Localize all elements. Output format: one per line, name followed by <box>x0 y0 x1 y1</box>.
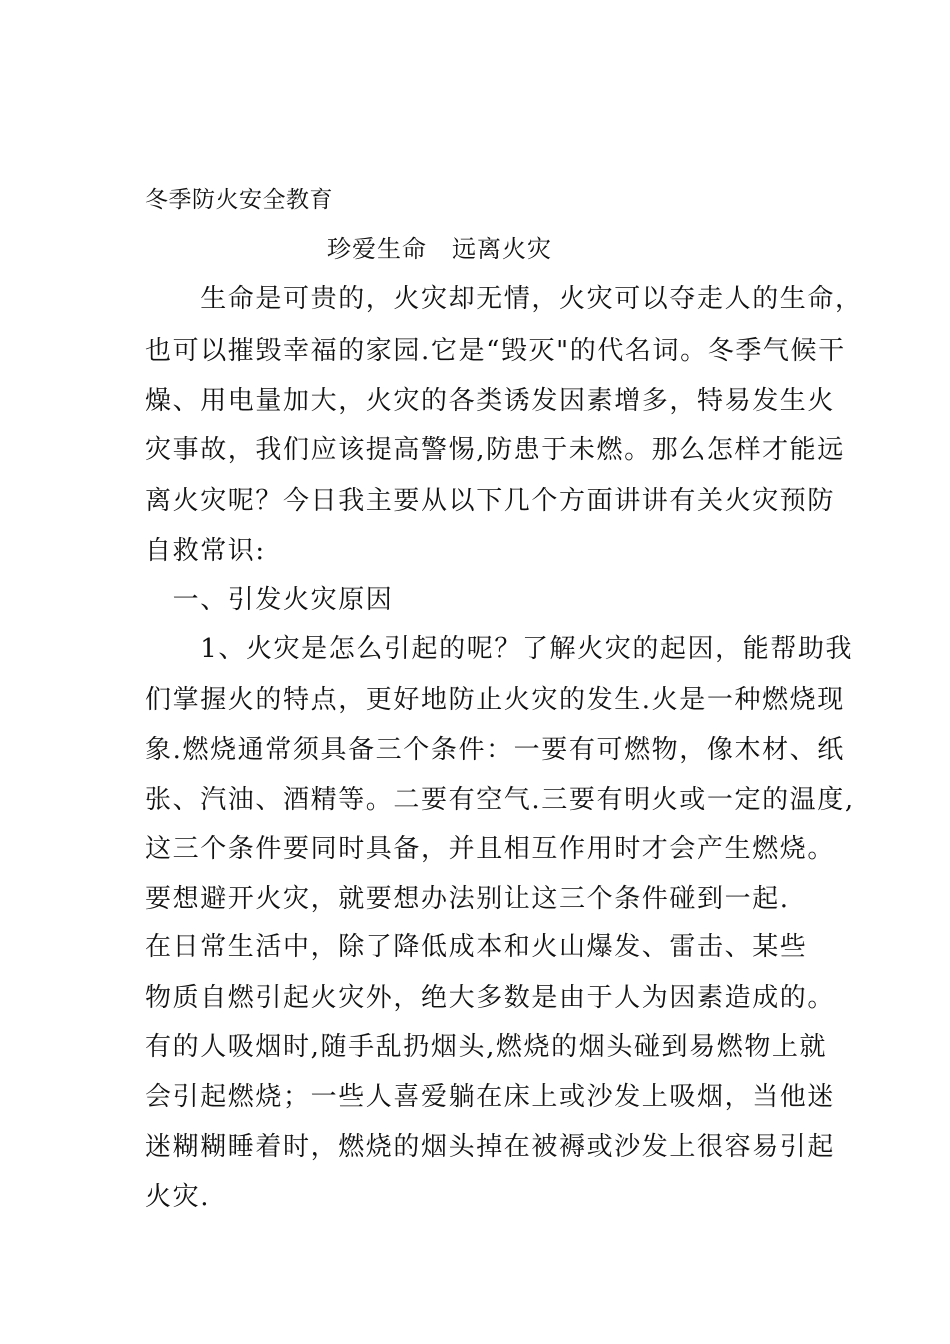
body-line: 们掌握火的特点，更好地防止火灾的发生.火是一种燃烧现 <box>145 685 845 715</box>
body-line: 迷糊糊睡着时，燃烧的烟头掉在被褥或沙发上很容易引起 <box>145 1132 836 1162</box>
section-heading: 一、引发火灾原因 <box>145 585 394 615</box>
body-line: 这三个条件要同时具备，并且相互作用时才会产生燃烧。 <box>145 834 836 864</box>
body-line: 火灾. <box>145 1182 211 1212</box>
body-line: 要想避开火灾，就要想办法别让这三个条件碰到一起. <box>145 884 790 914</box>
body-line: 生命是可贵的，火灾却无情，火灾可以夺走人的生命， <box>145 284 863 314</box>
body-line: 也可以摧毁幸福的家园.它是“毁灭"的代名词。冬季气候干 <box>145 336 846 366</box>
body-line: 在日常生活中，除了降低成本和火山爆发、雷击、某些 <box>145 932 808 962</box>
document-title: 冬季防火安全教育 <box>145 187 333 213</box>
body-line: 会引起燃烧；一些人喜爱躺在床上或沙发上吸烟，当他迷 <box>145 1082 836 1112</box>
body-line: 燥、用电量加大，火灾的各类诱发因素增多，特易发生火 <box>145 386 836 416</box>
body-line: 灾事故，我们应该提高警惕,防患于未燃。那么怎样才能远 <box>145 435 845 465</box>
body-line: 离火灾呢？今日我主要从以下几个方面讲讲有关火灾预防 <box>145 486 836 516</box>
body-line: 张、汽油、酒精等。二要有空气.三要有明火或一定的温度, <box>145 785 855 815</box>
body-line: 象.燃烧通常须具备三个条件：一要有可燃物，像木材、纸 <box>145 735 845 765</box>
body-line: 1、火灾是怎么引起的呢？了解火灾的起因，能帮助我 <box>145 634 854 664</box>
body-line: 自救常识: <box>145 536 266 566</box>
document-subtitle: 珍爱生命 远离火灾 <box>327 235 552 263</box>
body-line: 物质自燃引起火灾外，绝大多数是由于人为因素造成的。 <box>145 983 836 1013</box>
body-line: 有的人吸烟时,随手乱扔烟头,燃烧的烟头碰到易燃物上就 <box>145 1032 828 1062</box>
